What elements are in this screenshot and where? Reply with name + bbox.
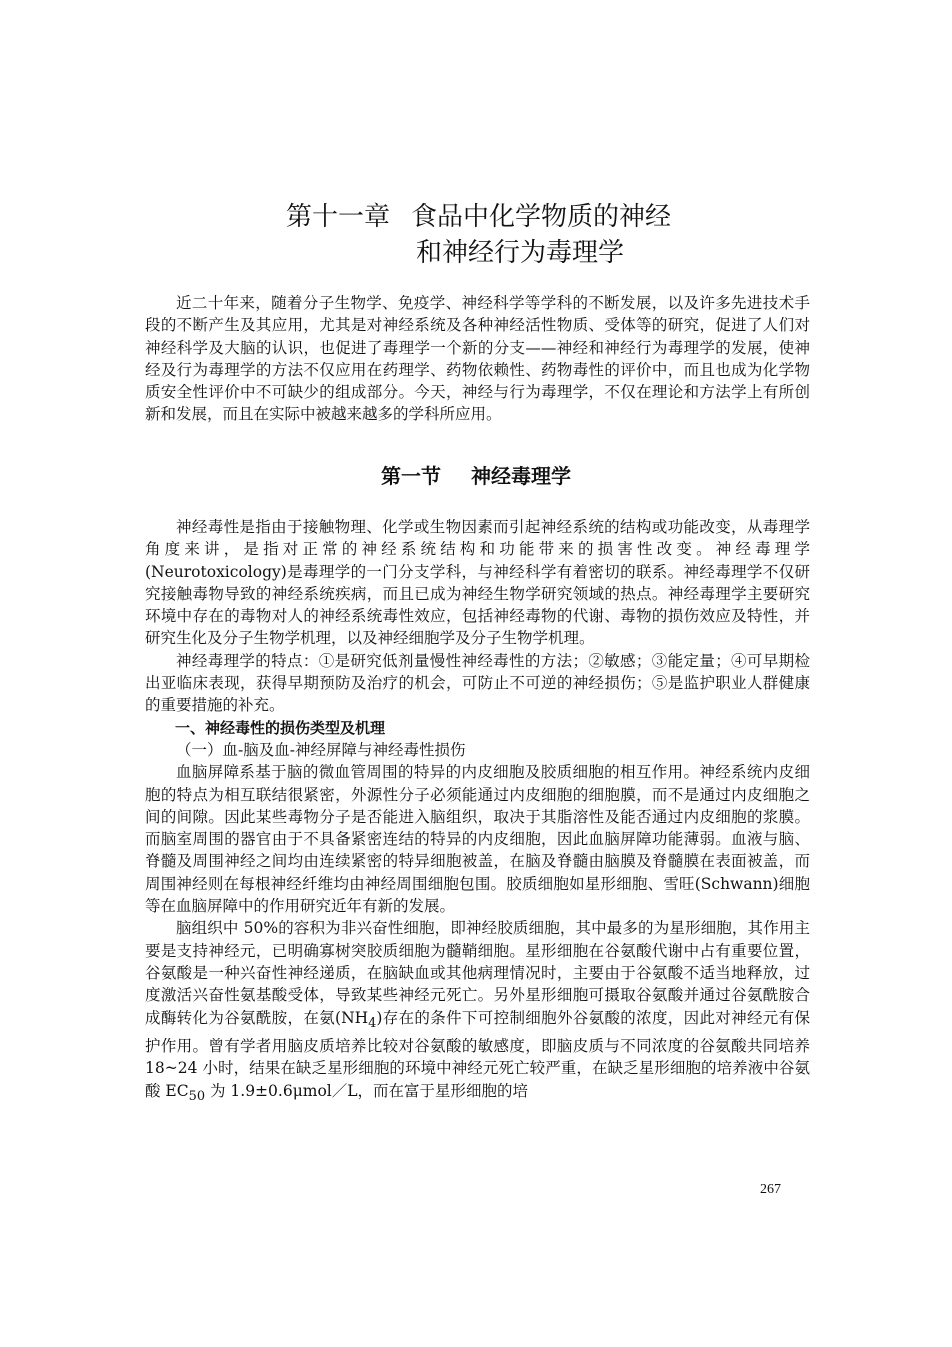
page-number: 267 bbox=[760, 1182, 781, 1197]
paragraph: 神经毒理学的特点：①是研究低剂量慢性神经毒性的方法；②敏感；③能定量；④可早期检出亚临床表现，获得早期预防及治疗的机会，可防止不可逆的神经损伤；⑤是监护职业人群健康的重要措施的补充。 bbox=[145, 651, 810, 715]
chapter-number: 第十一章 bbox=[286, 202, 391, 232]
sub-subsection-heading: （一）血-脑及血-神经屏障与神经毒性损伤 bbox=[176, 740, 466, 759]
section-title bbox=[0, 462, 952, 490]
subscript: 50 bbox=[188, 1088, 206, 1104]
intro-paragraph: 近二十年来，随着分子生物学、免疫学、神经科学等学科的不断发展，以及许多先进技术手段的不断产生及其应用，尤其是对神经系统及各种神经活性物质、受体等的研究，促进了人们对神经科学及大脑的认识，也促进了毒理学一个新的分支——神经和神经行为毒理学的发展，使神经及行为毒理学的方法不仅应用在药理学、药物依赖性、药物毒性的评价中，而且也成为化学物质安全性评价中不可缺少的组成部分。今天，神经与行为毒理学，不仅在理论和方法学上有所创新和发展，而且在实际中被越来越多的学科所应用。 bbox=[145, 294, 810, 424]
chapter-title-text: 食品中化学物质的神经 bbox=[411, 202, 672, 232]
paragraph-text: 脑组织中 50%的容积为非兴奋性细胞，即神经胶质细胞，其中最多的为星形细胞，其作用主要是支持神经元，已明确寡树突胶质细胞为髓鞘细胞。星形细胞在谷氨酸代谢中占有重要位置，谷氨酸是一种兴奋性神经递质，在脑缺血或其他病理情况时，主要由于谷氨酸不适当地释放，过度激活兴奋性氨基酸受体，导致某些神经元死亡。另外星形细胞可摄取谷氨酸并通过谷氨酰胺合成酶转化为谷氨酰胺，在氨(NH bbox=[145, 919, 810, 1027]
subscript: 4 bbox=[368, 1015, 377, 1031]
chapter-title-line2: 和神经行为毒理学 bbox=[416, 238, 625, 268]
paragraph: 血脑屏障系基于脑的微血管周围的特异的内皮细胞及胶质细胞的相互作用。神经系统内皮细胞的特点为相互联结很紧密，外源性分子必须能通过内皮细胞的细胞膜，而不是通过内皮细胞之间的间隙。因此某些毒物分子是否能进入脑组织，取决于其脂溶性及能否通过内皮细胞的浆膜。而脑室周围的器官由于不具备紧密连结的特异的内皮细胞，因此血脑屏障功能薄弱。血液与脑、脊髓及周围神经之间均由连续紧密的特异细胞被盖，在脑及脊髓由脑膜及脊髓膜在表面被盖，而周围神经则在每根神经纤维均由神经周围细胞包围。胶质细胞如星形细胞、雪旺(Schwann)细胞等在血脑屏障中的作用研究近年有新的发展。 bbox=[145, 763, 810, 916]
paragraph bbox=[145, 917, 810, 1108]
section-title-text: 神经毒理学 bbox=[471, 464, 571, 488]
subsection-heading: 一、神经毒性的损伤类型及机理 bbox=[175, 718, 386, 737]
paragraph: 神经毒性是指由于接触物理、化学或生物因素而引起神经系统的结构或功能改变，从毒理学角度来讲，是指对正常的神经系统结构和功能带来的损害性改变。神经毒理学(Neurotoxicology)是毒理学的一门分支学科，与神经科学有着密切的联系。神经毒理学不仅研究接触毒物导致的神经系统疾病，而且已成为神经生物学研究领域的热点。神经毒理学主要研究环境中存在的毒物对人的神经系统毒性效应，包括神经毒物的代谢、毒物的损伤效应及特性，并研究生化及分子生物学机理，以及神经细胞学及分子生物学机理。 bbox=[145, 518, 810, 648]
paragraph-text: 为 1.9±0.6μmol／L，而在富于星形细胞的培 bbox=[205, 1081, 529, 1100]
paragraph-text: )存在的条件下可控制细胞外谷氨酸的浓度，因此对神经元有保护作用。曾有学者用脑皮质培养比较对谷氨酸的敏感度，即脑皮质与不同浓度的谷氨酸共同培养 18~24 小时，结果在缺乏星形细胞的环境中神经元死亡较严重，在缺乏星形细胞的培养液中谷氨酸 EC bbox=[145, 1008, 810, 1100]
main-text bbox=[145, 516, 810, 1108]
section-number: 第一节 bbox=[381, 464, 441, 488]
intro-block bbox=[145, 292, 810, 426]
